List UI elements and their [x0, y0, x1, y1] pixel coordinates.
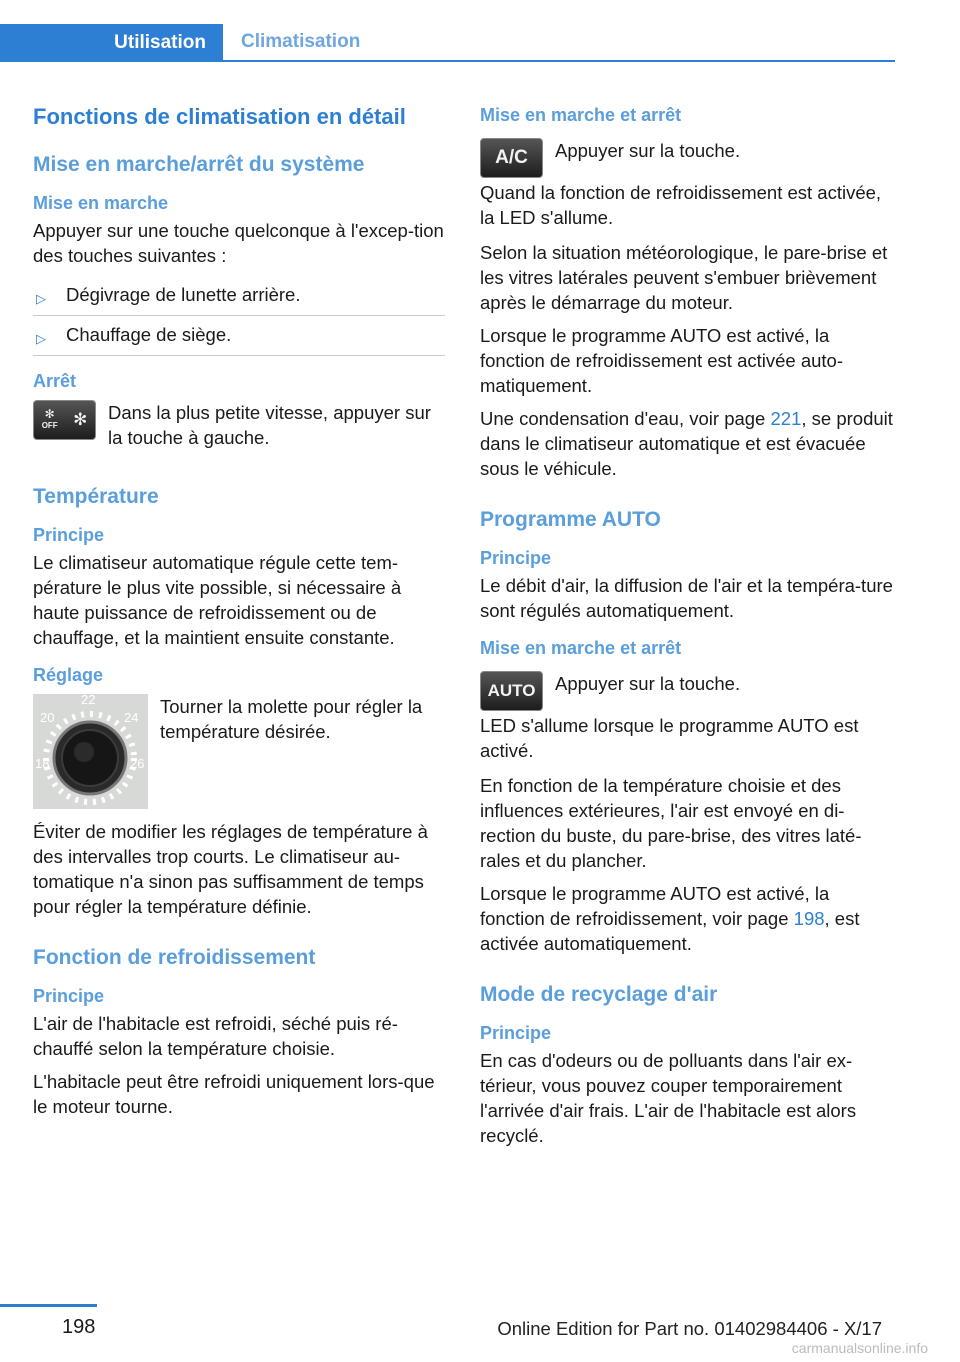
paragraph-press: Appuyer sur la touche.	[555, 140, 741, 161]
paragraph-avoid: Éviter de modifier les réglages de température à des intervalles trop courts. Le climatiseur au-tomatique n'a sinon pas suffisamment de temps pour régler la température définie.	[33, 821, 428, 917]
page-number: 198	[62, 1316, 96, 1338]
heading-auto-program: Programme AUTO	[480, 508, 661, 531]
text: , se produit dans le climatiseur automatique et est évacuée sous le véhicule.	[480, 408, 893, 479]
list-item	[33, 276, 445, 316]
text: Lorsque le programme AUTO est activé, la fonction de refroidissement, voir page	[480, 883, 830, 929]
right-column	[480, 100, 895, 1156]
page-link[interactable]: 221	[770, 408, 802, 429]
triangle-bullet-icon: ▷	[36, 291, 46, 306]
text: Une condensation d'eau, voir page	[480, 408, 771, 429]
list-item-text: Chauffage de siège.	[66, 324, 232, 345]
section-title: Fonctions de climatisation en détail	[33, 104, 406, 129]
auto-button-icon: AUTO	[480, 671, 543, 711]
heading-temperature: Température	[33, 485, 159, 508]
knob-label: 26	[130, 756, 145, 771]
knob-label: 24	[124, 710, 139, 725]
heading-system: Mise en marche/arrêt du système	[33, 153, 365, 176]
heading-on: Mise en marche	[33, 193, 169, 213]
fan-off-button-icon	[33, 400, 96, 440]
tab-climatisation[interactable]: Climatisation	[241, 31, 361, 52]
paragraph-off: Dans la plus petite vitesse, appuyer sur la touche à gauche.	[108, 402, 431, 448]
paragraph-condensation	[480, 406, 895, 481]
heading-on-off: Mise en marche et arrêt	[480, 638, 682, 658]
ac-button-icon: A/C	[480, 138, 543, 178]
text: , est activée automatiquement.	[480, 908, 860, 954]
heading-on-off: Mise en marche et arrêt	[480, 105, 682, 125]
footer-rule	[0, 1304, 97, 1307]
heading-principle: Principe	[480, 1023, 552, 1043]
heading-principle: Principe	[33, 986, 105, 1006]
paragraph-press: Appuyer sur la touche.	[555, 673, 741, 694]
heading-off: Arrêt	[33, 371, 77, 391]
knob-label: 18	[35, 756, 50, 771]
heading-cooling: Fonction de refroidissement	[33, 946, 316, 969]
tab-utilisation[interactable]: Utilisation	[0, 24, 223, 62]
heading-principle: Principe	[480, 548, 552, 568]
watermark: carmanualsonline.info	[791, 1340, 928, 1356]
list-item-text: Dégivrage de lunette arrière.	[66, 284, 301, 305]
paragraph-led: LED s'allume lorsque le programme AUTO est activé.	[480, 715, 859, 761]
triangle-bullet-icon: ▷	[36, 331, 46, 346]
off-row	[33, 400, 445, 458]
heading-principle: Principe	[33, 525, 105, 545]
edition-note: Online Edition for Part no. 01402984406 - X/17	[497, 1318, 882, 1339]
paragraph-auto: Le débit d'air, la diffusion de l'air et la tempéra-ture sont régulés automatiquement.	[480, 575, 893, 621]
header-rule	[0, 60, 895, 62]
knob-label: 20	[40, 710, 55, 725]
heading-recycle: Mode de recyclage d'air	[480, 983, 718, 1006]
page-link[interactable]: 198	[793, 908, 825, 929]
heading-setting: Réglage	[33, 665, 104, 685]
list-item	[33, 316, 445, 356]
setting-row	[33, 694, 445, 809]
fan-large-icon: ✻	[73, 410, 88, 429]
fan-small-icon: ✻	[44, 407, 55, 421]
ac-row	[480, 138, 895, 178]
temperature-knob-image	[33, 694, 148, 809]
paragraph-weather: Selon la situation météorologique, le pare-brise et les vitres latérales peuvent s'embuer brièvement après le démarrage du moteur.	[480, 242, 888, 313]
page-header	[0, 24, 895, 62]
paragraph-direction: En fonction de la température choisie et des influences extérieures, l'air est envoyé en di-rection du buste, du pare-brise, des vitres laté-rales et du plancher.	[480, 775, 862, 871]
left-column	[33, 100, 445, 1127]
knob-label: 22	[81, 694, 96, 707]
paragraph-auto-2	[480, 881, 895, 956]
paragraph-cooling-2: L'habitacle peut être refroidi uniquement lors-que le moteur tourne.	[33, 1071, 435, 1117]
paragraph-on: Appuyer sur une touche quelconque à l'excep-tion des touches suivantes :	[33, 220, 444, 266]
paragraph-led: Quand la fonction de refroidissement est activée, la LED s'allume.	[480, 182, 882, 228]
off-label: OFF	[41, 421, 58, 430]
paragraph-recycle: En cas d'odeurs ou de polluants dans l'air ex-térieur, vous pouvez couper temporairement l'arrivée d'air frais. L'air de l'habitacle est alors recyclé.	[480, 1050, 857, 1146]
paragraph-temperature: Le climatiseur automatique régule cette tem-pérature le plus vite possible, si nécessaire à haute puissance de refroidissement ou de chauffage, et la maintient ensuite constante.	[33, 552, 402, 648]
auto-row	[480, 671, 895, 711]
exception-list	[33, 276, 445, 356]
paragraph-cooling-1: L'air de l'habitacle est refroidi, séché puis ré-chauffé selon la température choisie.	[33, 1013, 398, 1059]
paragraph-auto-cooling: Lorsque le programme AUTO est activé, la fonction de refroidissement est activée auto-matiquement.	[480, 325, 843, 396]
paragraph-setting: Tourner la molette pour régler la température désirée.	[160, 696, 423, 742]
